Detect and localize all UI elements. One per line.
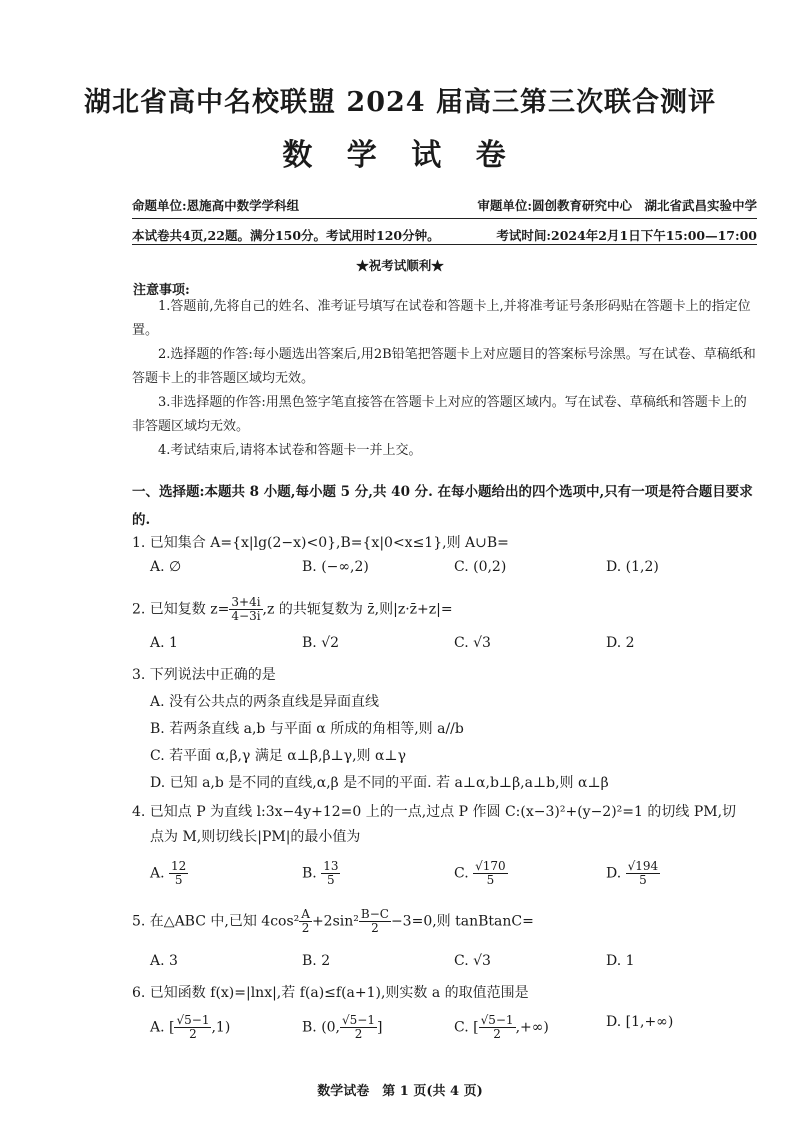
interval-end: ,1) (211, 1019, 231, 1036)
option-label: A. [ (150, 1019, 175, 1036)
numerator: B−C (360, 907, 389, 921)
option-label: C. (454, 865, 469, 882)
fraction (321, 860, 340, 887)
good-luck: ★祝考试顺利★ (356, 258, 444, 273)
option-label: A. (150, 865, 165, 882)
denominator: 2 (189, 1027, 197, 1041)
fraction (479, 1014, 516, 1041)
reviewer: 审题单位:圆创教育研究中心 湖北省武昌实验中学 (477, 198, 757, 213)
interval-end: ] (377, 1019, 383, 1036)
option-a: A. 1 (150, 635, 178, 651)
question-6: 6. 已知函数 f(x)=|lnx|,若 f(a)≤f(a+1),则实数 a 的取值范围是 (132, 985, 529, 1001)
exam-title: 湖北省高中名校联盟 2024 届高三第三次联合测评 (84, 87, 716, 118)
option-d: D. (1,2) (606, 559, 659, 575)
option-d: D. 1 (606, 953, 635, 969)
option-label: B. (302, 865, 317, 882)
question-6-options (150, 1014, 770, 1050)
note-item: 2.选择题的作答:每小题选出答案后,用2B铅笔把答题卡上对应题目的答案标号涂黑。写在试卷、草稿纸和答题卡上的非答题区域均无效。 (132, 347, 756, 386)
numerator: √5−1 (342, 1013, 375, 1027)
question-3: 3. 下列说法中正确的是 (132, 667, 276, 683)
question-text: 已知复数 z= (145, 601, 230, 618)
denominator: 2 (301, 921, 310, 935)
fraction (299, 908, 312, 935)
option-c: C. √3 (454, 953, 491, 969)
numerator: A (301, 907, 310, 921)
question-text: 在△ABC 中,已知 4cos² (145, 913, 300, 930)
question-4: 4. 已知点 P 为直线 l:3x−4y+12=0 上的一点,过点 P 作圆 C:(x−3)²+(y−2)²=1 的切线 PM,切 (132, 804, 737, 820)
option-a (150, 1014, 230, 1041)
option-label: C. [ (454, 1019, 479, 1036)
numerator: 12 (171, 859, 187, 873)
option-b: B. (−∞,2) (302, 559, 369, 575)
numerator: √5−1 (176, 1013, 210, 1027)
denominator: 2 (493, 1027, 501, 1041)
question-2 (132, 596, 762, 623)
exam-time: 考试时间:2024年2月1日下午15:00—17:00 (496, 228, 757, 243)
notes-title: 注意事项: (133, 283, 190, 298)
authors-row (132, 196, 757, 214)
question-1: 1. 已知集合 A={x|lg(2−x)<0},B={x|0<x≤1},则 A∪B= (132, 535, 509, 551)
option-a: A. 3 (150, 953, 178, 969)
question-2-options (150, 635, 770, 659)
denominator: 5 (639, 873, 647, 887)
option-c (454, 860, 508, 887)
question-number: 2. (132, 601, 146, 618)
option-a: A. 没有公共点的两条直线是异面直线 (150, 694, 380, 710)
question-1-options (150, 559, 770, 583)
fraction (473, 860, 508, 887)
interval-end: ,+∞) (515, 1019, 549, 1036)
exam-info-row (132, 226, 757, 244)
option-d (606, 860, 660, 887)
denominator: 2 (371, 921, 379, 935)
question-5 (132, 908, 762, 935)
denominator: 4−3i (231, 609, 261, 623)
question-5-options (150, 953, 770, 977)
option-d: D. 已知 a,b 是不同的直线,α,β 是不同的平面. 若 a⊥α,b⊥β,a⊥b,则 α⊥β (150, 775, 609, 791)
numerator: √5−1 (480, 1013, 514, 1027)
option-b: B. 若两条直线 a,b 与平面 α 所成的角相等,则 a//b (150, 721, 464, 737)
option-b: B. 2 (302, 953, 331, 969)
note-item: 1.答题前,先将自己的姓名、准考证号填写在试卷和答题卡上,并将准考证号条形码贴在答题卡上的指定位置。 (132, 299, 751, 338)
divider (132, 244, 757, 245)
question-text: −3=0,则 tanBtanC= (390, 913, 534, 930)
question-number: 5. (132, 913, 146, 930)
denominator: 5 (327, 873, 335, 887)
numerator: 3+4i (231, 595, 261, 609)
page-footer: 数学试卷 第 1 页(共 4 页) (317, 1084, 483, 1099)
numerator: √194 (627, 859, 659, 873)
option-b (302, 1014, 382, 1041)
option-c (454, 1014, 549, 1041)
denominator: 2 (354, 1027, 363, 1041)
option-c: C. (0,2) (454, 559, 507, 575)
option-label: D. (606, 865, 622, 882)
subject-title: 数 学 试 卷 (282, 138, 518, 173)
option-b: B. √2 (302, 635, 340, 651)
proposer: 命题单位:恩施高中数学学科组 (132, 198, 300, 213)
option-a (150, 860, 188, 887)
section-heading: 一、选择题:本题共 8 小题,每小题 5 分,共 40 分. 在每小题给出的四个选项中,只有一项是符合题目要求的. (132, 484, 753, 528)
option-b (302, 860, 340, 887)
question-text: ,z 的共轭复数为 z̄,则|z·z̄+z|= (262, 601, 453, 618)
option-c: C. √3 (454, 635, 491, 651)
fraction (626, 860, 661, 887)
fraction (359, 908, 391, 935)
option-d: D. 2 (606, 635, 635, 651)
question-text: +2sin² (311, 913, 359, 930)
option-d: D. [1,+∞) (606, 1014, 674, 1030)
numerator: 13 (323, 859, 339, 873)
fraction (340, 1014, 377, 1041)
fraction (229, 596, 262, 623)
question-4-cont: 点为 M,则切线长|PM|的最小值为 (150, 829, 361, 845)
exam-info: 本试卷共4页,22题。满分150分。考试用时120分钟。 (132, 228, 440, 243)
option-label: B. (0, (302, 1019, 341, 1036)
option-a: A. ∅ (150, 559, 182, 575)
denominator: 5 (174, 873, 183, 887)
note-item: 4.考试结束后,请将本试卷和答题卡一并上交。 (158, 443, 422, 458)
fraction (169, 860, 188, 887)
divider (132, 218, 757, 219)
note-item: 3.非选择题的作答:用黑色签字笔直接答在答题卡上对应的答题区域内。写在试卷、草稿纸和答题卡上的非答题区域均无效。 (132, 395, 747, 434)
question-4-options (150, 860, 770, 896)
option-c: C. 若平面 α,β,γ 满足 α⊥β,β⊥γ,则 α⊥γ (150, 748, 406, 764)
numerator: √170 (475, 859, 506, 873)
denominator: 5 (486, 873, 495, 887)
fraction (174, 1014, 211, 1041)
